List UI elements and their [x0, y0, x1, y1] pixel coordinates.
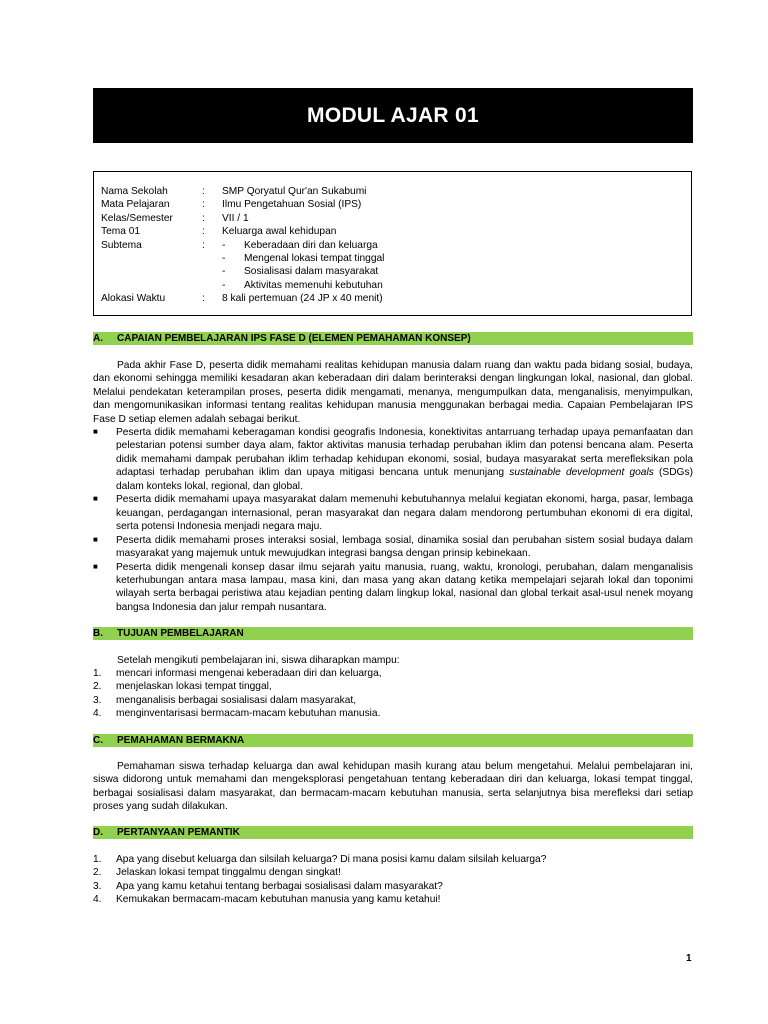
list-item [93, 853, 693, 866]
info-row-subtheme [101, 239, 684, 293]
info-colon: : [202, 199, 205, 211]
bullet-text-part: Peserta didik memahami keberagaman kondisi geografis Indonesia, konektivitas antarruang terhadap upaya pemanfaatan dan pelestarian potensi sumber daya alam, faktor aktivitas manusia terhadap perubahan iklim dan potensi bencana alam. Peserta didik memahami dampak perubahan iklim terhadap kehidupan ekonomi, sosial, budaya masyarakat serta merefleksikan pola adaptasi terhadap perubahan iklim dan upaya mitigasi bencana untuk menunjang [116, 427, 693, 479]
info-label: Nama Sekolah [101, 186, 168, 197]
info-row-class [101, 212, 684, 225]
bullet-marker: ■ [93, 427, 98, 436]
info-value: SMP Qoryatul Qur'an Sukabumi [222, 186, 367, 197]
item-text: menginventarisasi bermacam-macam kebutuhan manusia. [116, 708, 381, 720]
module-title: MODUL AJAR 01 [93, 88, 693, 143]
info-label: Kelas/Semester [101, 212, 173, 224]
item-number: 2. [93, 867, 102, 879]
bullet-text: Peserta didik memahami proses interaksi sosial, lembaga sosial, dinamika sosial dan perubahan sistem sosial budaya dalam masyarakat yang majemuk untuk mewujudkan integrasi bangsa dengan prinsip kebinekaan. [116, 534, 693, 560]
list-item [93, 426, 693, 493]
bullet-text-part: (SDGs) dalam konteks lokal, regional, dan global. [116, 467, 693, 492]
section-letter: B. [93, 627, 103, 639]
info-value: VII / 1 [222, 212, 249, 224]
item-number: 3. [93, 694, 102, 706]
info-row-subject [101, 198, 684, 211]
section-c-paragraph: Pemahaman siswa terhadap keluarga dan awal kehidupan masih kurang atau belum mengetahui. Melalui pembelajaran ini, siswa didorong untuk memahami dan mengeksplorasi pengetahuan tentang keberadaan diri dan keluarga, lokasi tempat tinggal, berbagai sosialisasi dalam masyarakat, dan bermacam-macam kebutuhan manusia, serta selanjutnya bisa merefleksi dari setiap proses yang sudah dilakukan. [93, 761, 693, 813]
info-value: Keluarga awal kehidupan [222, 226, 337, 238]
list-item [93, 534, 693, 561]
list-item [93, 880, 693, 893]
list-item [93, 866, 693, 879]
dash: - [222, 239, 226, 251]
info-label: Mata Pelajaran [101, 199, 170, 211]
subtheme-text: Keberadaan diri dan keluarga [244, 239, 378, 251]
item-text: Jelaskan lokasi tempat tinggalmu dengan singkat! [116, 867, 341, 879]
bullet-marker: ■ [93, 561, 98, 571]
bullet-text-italic: sustainable development goals [509, 467, 654, 479]
info-colon: : [202, 212, 205, 224]
subtheme-item [222, 239, 684, 252]
subtheme-text: Aktivitas memenuhi kebutuhan [244, 279, 383, 291]
section-b-list [93, 667, 693, 721]
info-label: Alokasi Waktu [101, 293, 166, 305]
section-title: PEMAHAMAN BERMAKNA [117, 734, 245, 746]
subtheme-item [222, 252, 684, 265]
section-a-heading [93, 332, 693, 345]
subtheme-item [222, 279, 684, 292]
bullet-text [116, 426, 693, 493]
item-text: Apa yang disebut keluarga dan silsilah keluarga? Di mana posisi kamu dalam silsilah keluarga? [116, 854, 547, 865]
info-value: Ilmu Pengetahuan Sosial (IPS) [222, 199, 362, 211]
section-title: PERTANYAAN PEMANTIK [117, 826, 240, 838]
list-item [93, 893, 693, 906]
item-number: 4. [93, 708, 102, 720]
item-text: Kemukakan bermacam-macam kebutuhan manusia yang kamu ketahui! [116, 894, 441, 906]
info-row-time [101, 292, 684, 305]
info-label: Tema 01 [101, 226, 141, 238]
info-row-theme [101, 225, 684, 238]
section-d-list [93, 853, 693, 907]
bullet-text: Peserta didik mengenali konsep dasar ilmu sejarah yaitu manusia, ruang, waktu, kronologi, perubahan, dalam menganalisis keterhubungan antara masa lampau, masa kini, dan masa yang akan datang ketika mempelajari sejarah lokal dan toponimi wilayah serta berbagai peristiwa atau kejadian penting dalam lingkup lokal, nasional dan global terkait asal-usul nenek moyang bangsa Indonesia dan jalur rempah nusantara. [116, 561, 693, 613]
subtheme-text: Sosialisasi dalam masyarakat [244, 266, 379, 278]
section-letter: D. [93, 826, 103, 838]
section-c-heading [93, 734, 693, 747]
dash: - [222, 279, 226, 291]
section-letter: A. [93, 332, 103, 344]
item-number: 1. [93, 668, 102, 679]
section-letter: C. [93, 734, 103, 746]
list-item [93, 694, 693, 707]
info-table [93, 171, 692, 316]
subtheme-text: Mengenal lokasi tempat tinggal [244, 252, 385, 264]
item-number: 2. [93, 681, 102, 693]
info-label: Subtema [101, 239, 142, 251]
item-text: Apa yang kamu ketahui tentang berbagai sosialisasi dalam masyarakat? [116, 880, 443, 892]
section-b-heading [93, 627, 693, 640]
list-item [93, 667, 693, 680]
item-text: menjelaskan lokasi tempat tinggal, [116, 681, 272, 693]
item-text: mencari informasi mengenai keberadaan diri dan keluarga, [116, 668, 382, 679]
info-value: 8 kali pertemuan (24 JP x 40 menit) [222, 293, 383, 305]
list-item [93, 707, 693, 720]
info-colon: : [202, 186, 205, 197]
subtheme-item [222, 265, 684, 278]
page-number: 1 [686, 953, 692, 964]
section-title: CAPAIAN PEMBELAJARAN IPS FASE D (ELEMEN PEMAHAMAN KONSEP) [117, 332, 471, 344]
section-a-paragraph: Pada akhir Fase D, peserta didik memahami realitas kehidupan manusia dalam ruang dan waktu pada bidang sosial, budaya, dan ekonomi sehingga memiliki kesadaran akan keberadaan diri dalam berinteraksi dengan lingkungan lokal, nasional, dan global. Melalui pendekatan keterampilan proses, peserta didik mengamati, menanya, mengumpulkan data, menganalisis, menyimpulkan, dan mengomunikasikan informasi tentang realitas kehidupan manusia menggunakan berbagai media. Capaian Pembelajaran IPS Fase D setiap elemen adalah sebagai berikut. [93, 360, 693, 425]
bullet-marker: ■ [93, 534, 98, 544]
subtheme-list [222, 239, 684, 293]
dash: - [222, 252, 226, 264]
item-number: 4. [93, 894, 102, 906]
item-number: 1. [93, 854, 102, 865]
info-colon: : [202, 293, 205, 305]
list-item [93, 561, 693, 615]
list-item [93, 680, 693, 693]
info-colon: : [202, 239, 205, 251]
bullet-marker: ■ [93, 494, 98, 504]
dash: - [222, 266, 226, 278]
item-text: menganalisis berbagai sosialisasi dalam masyarakat, [116, 694, 357, 706]
section-d-heading [93, 826, 693, 839]
info-colon: : [202, 226, 205, 238]
info-row-school [101, 185, 684, 198]
section-title: TUJUAN PEMBELAJARAN [117, 627, 244, 639]
section-a-bullets [93, 426, 693, 614]
bullet-text: Peserta didik memahami upaya masyarakat dalam memenuhi kebutuhannya melalui kegiatan ekonomi, harga, pasar, lembaga keuangan, perdagangan internasional, peran masyarakat dan negara dalam mendorong pertumbuhan ekonomi di era digital, serta potensi Indonesia menjadi negara maju. [116, 494, 693, 533]
section-b-intro: Setelah mengikuti pembelajaran ini, siswa diharapkan mampu: [117, 655, 400, 666]
item-number: 3. [93, 880, 102, 892]
list-item [93, 493, 693, 533]
